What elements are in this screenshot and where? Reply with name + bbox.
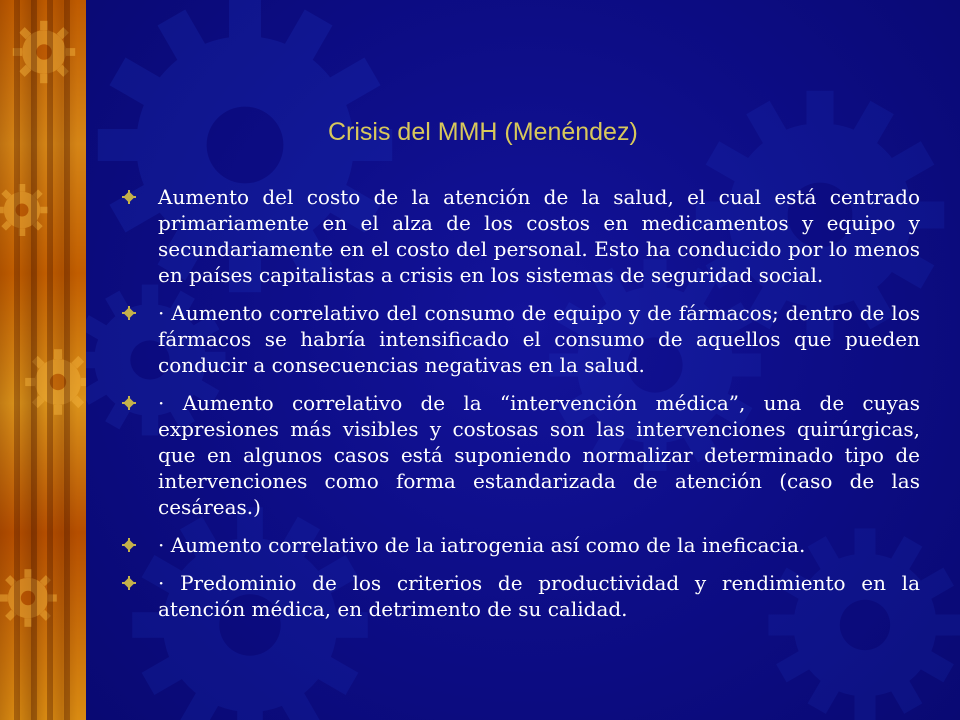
bullet-item-3 xyxy=(122,390,920,520)
page-title: Crisis del MMH (Menéndez) xyxy=(328,118,638,146)
bullet-text-1: Aumento del costo de la atención de la salud, el cual está centrado primariamente en el alza de los costos en medicamentos y equipo y secundariamente en el costo del personal. Esto ha conducido por lo menos en países capitalistas a crisis en los sistemas de seguridad social. xyxy=(158,185,920,287)
bullet-text-2: · Aumento correlativo del consumo de equipo y de fármacos; dentro de los fármacos se habría intensificado el consumo de aquellos que pueden conducir a consecuencias negativas en la salud. xyxy=(158,301,920,377)
bullet-text-3: · Aumento correlativo de la “intervención médica”, una de cuyas expresiones más visibles y costosas son las intervenciones quirúrgicas, que en algunos casos está suponiendo normalizar determinado tipo de intervenciones como forma estandarizada de atención (caso de las cesáreas.) xyxy=(158,391,920,519)
bullet-list xyxy=(122,184,920,622)
bullet-item-4 xyxy=(122,532,920,558)
bullet-text-4: · Aumento correlativo de la iatrogenia así como de la ineficacia. xyxy=(158,533,806,557)
bullet-item-1 xyxy=(122,184,920,288)
bullet-item-2 xyxy=(122,300,920,378)
bullet-item-5 xyxy=(122,570,920,622)
bullet-text-5: · Predominio de los criterios de productividad y rendimiento en la atención médica, en detrimento de su calidad. xyxy=(158,571,920,621)
